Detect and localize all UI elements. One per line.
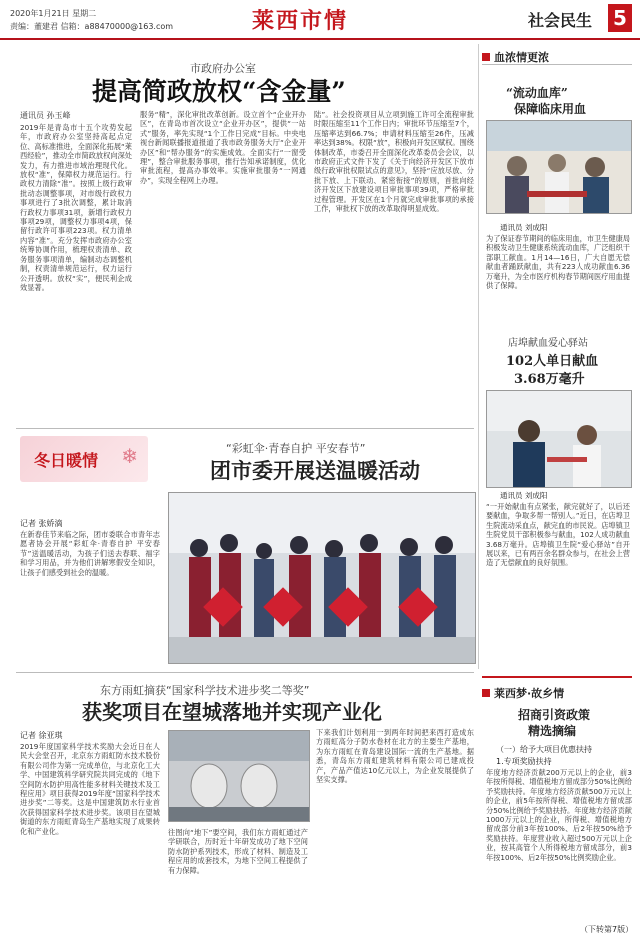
policy-top-divider xyxy=(482,676,632,678)
award-title: 获奖项目在望城落地并实现产业化 xyxy=(82,700,382,724)
blood-photo-2 xyxy=(486,390,632,488)
section-title: 社会民生 xyxy=(528,11,593,30)
blood-column-label: 血浓情更浓 xyxy=(494,51,549,64)
policy-continued: （下转第7版） xyxy=(580,925,634,934)
policy-title2: 精选摘编 xyxy=(528,724,577,738)
award-col2: 往图向“地下”要空间，我们东方雨虹通过产学研联合，历时近十年研发成功了地下空间防水防护系列技术，形成了材料、制造及工程应用的成套技术，为地下空间工程提供了有力保障。 xyxy=(168,828,308,875)
snowflake-icon: ❄ xyxy=(121,444,138,468)
article-1-title: 提高简政放权“含金量” xyxy=(92,77,346,106)
policy-body: 年度地方经济贡献200万元以上的企业，前3年按所得税、增值税地方留成部分50%比例给予奖励扶持。年度地方经济贡献500万元以上的企业，前5年按所得税、增值税地方留成部分50%比例给予奖励扶持。年度地方经济贡献1000万元以上的企业，所得税、增值税地方留成部分前3年按100%、后2年按50%给予奖励扶持。年度营业收入超过500万元以上企业，按其高管个人所得税地方留成部分，前3年按100%、后2年按50%比例奖励企业。 xyxy=(486,768,632,862)
winter-byline: 记者 张娇滴 xyxy=(20,519,63,528)
section-divider-2 xyxy=(16,672,474,673)
masthead xyxy=(0,0,640,38)
article-1-byline: 通讯员 孙玉峰 xyxy=(20,111,71,120)
article-1-kicker: 市政府办公室 xyxy=(190,62,256,75)
page-number: 5 xyxy=(608,4,632,32)
square-icon xyxy=(482,53,490,61)
divider xyxy=(482,64,632,65)
award-photo xyxy=(168,730,310,822)
article-1-col2: 服务“精”，深化审批改革创新。设立首个“企业开办区”，在青岛市首次设立“企业开办区”，提供“一站式”服务，率先实现“1个工作日完成”目标。中央电视台新闻联播报道报道了我市政务服务大厅“企业开办区”和“帮办服务”的实施成效。全面实行“一窗受理”，整合审批服务事项，推行告知承诺制度，优化审批流程，提高办事效率。实施审批服务“一网通办”，实现全程网上办理。 xyxy=(140,110,306,185)
column-divider xyxy=(478,44,479,669)
policy-sub2: 1.专项奖励扶持 xyxy=(496,757,552,766)
award-kicker: 东方雨虹摘获“国家科学技术进步奖二等奖” xyxy=(100,684,310,697)
blood-byline-2: 通讯员 刘成阳 xyxy=(500,491,548,500)
winter-kicker: “彩虹伞·青春自护 平安春节” xyxy=(226,442,366,455)
group-photo-icon xyxy=(169,493,475,663)
article-1-col1: 2019年是青岛市十五个攻势发起年，市政府办公室坚持高起点定位、高标准推进，全面深化拓展“莱西经验”，推动全市简政放权向深处发力，有力推进市域治理现代化。放权“准”，保障权力规范运行。行政权力清除“准”。按照上级行政审批动态调整事项，对市级行政权力事项进行了3批次调整，累计取消行政权力事项31项，新增行政权力事项29项，调整权力事项4项，保留行政许可事项223项。权力清单内容“准”。充分发挥市政府办公室统筹协调作用，梳理权责清单、政务服务事项清单，编制动态调整机制，权责清单规范运行，权力运行公开透明。放权“实”，便民利企成效显著。 xyxy=(20,123,132,292)
award-col3: 下来我们计划利用一到两年时间把来西打造成东方雨虹高分子防水卷材在北方的主要生产基地，为东方雨虹在青岛建设国际一流的生产基地。据悉，青岛东方雨虹建筑材料有限公司已建成投产，产品产值达10亿元以上，为企业发展提供了坚实支撑。 xyxy=(316,728,474,785)
award-col1: 2019年度国家科学技术奖励大会近日在人民大会堂召开，北京东方雨虹防水技术股份有限公司作为第一完成单位，与北京化工大学、中国建筑科学研究院共同完成的《地下空间防水防护用高性能多材料关键技术及工程应用》项目获得2019年度“国家科学技术进步奖”二等奖。这是中国建筑防水行业首次获得国家科学技术进步奖。该项目在望城街道的东方雨虹青岛生产基地实现了成果转化和产业化。 xyxy=(20,742,160,836)
blood-title2: 保障临床用血 xyxy=(514,102,587,116)
blood-title4: 102人单日献血 xyxy=(506,354,599,369)
blood-title5: 3.68万毫升 xyxy=(514,372,585,387)
policy-column-header xyxy=(482,682,632,698)
blood-body: 为了保证春节期间的临床用血，市卫生健康局积极发动卫生健康系统流动血库，广泛组织干部职工献血。1月14—16日，广大自愿无偿献血者踊跃献血，共有223人成功献血6.36万毫升，为全市医疗机构春节期间医疗用血提供了保障。 xyxy=(486,234,630,291)
blood-title1: “流动血库” xyxy=(506,86,568,100)
blood-title3: 店埠献血爱心驿站 xyxy=(508,338,588,349)
winter-badge-label: 冬日暖情 xyxy=(34,451,99,470)
masthead-editors: 责编：董建君 信箱：a88470000@163.com xyxy=(10,22,174,31)
masthead-rule xyxy=(0,38,640,40)
blood-byline: 通讯员 刘成阳 xyxy=(500,223,548,232)
policy-column-label: 莱西梦·故乡情 xyxy=(494,687,565,700)
masthead-logo: 莱西市情 xyxy=(252,8,349,34)
winter-badge xyxy=(20,436,148,482)
factory-photo-icon xyxy=(169,731,309,821)
winter-body: 在新春佳节来临之际，团市委联合市青年志愿者协会开展“彩虹伞·青春自护 平安春节”送温暖活动，为孩子们送去春联、福字和学习用品，并为他们讲解寒假安全知识，让孩子们感受到社会的温暖。 xyxy=(20,530,160,577)
blood-body-2: “一开始献血有点紧张，献完就好了，以后还要献血，争取多帮一帮别人。”近日，在店埠卫生院流动采血点，献完血的市民说。店埠镇卫生院党员干部积极参与献血，102人成功献血3.68万毫升。店埠镇卫生院“爱心驿站”自开展以来，已有两百余名群众参与，在社会上营造了无偿献血的良好氛围。 xyxy=(486,502,630,568)
section-divider-1 xyxy=(16,428,474,429)
blood-donation-photo-icon xyxy=(487,121,631,213)
blood-photo xyxy=(486,120,632,214)
article-1-col3: 陆”。社会投资项目从立项到施工许可全流程审批时限压缩至11个工作日内；审批环节压缩至7个，压缩率达到66.7%；申请材料压缩至26件，压减率达到38%。权限“放”，积极向开发区赋权。围绕体制改革，市委召开全面深化改革委员会会议，以市政府正式文件下发了《关于向经济开发区下放市级行政审批权限试点的意见》，坚持“应放尽放、分批下放、上下联动、紧密衔接”的原则，首批向经济开发区下放建设项目审批事项39项，严格审批过程管理。开发区在1个月就完成审批事项的承接工作，审批权下放的改革取得明显成效。 xyxy=(314,110,474,214)
winter-title: 团市委开展送温暖活动 xyxy=(210,458,420,483)
donor-photo-icon xyxy=(487,391,631,487)
policy-sub: （一）给予大项目优惠扶持 xyxy=(496,745,592,754)
policy-title1: 招商引资政策 xyxy=(518,708,591,722)
masthead-date: 2020年1月21日 星期二 xyxy=(10,9,97,18)
blood-column-header xyxy=(482,46,632,66)
winter-photo xyxy=(168,492,476,664)
award-byline: 记者 徐亚琪 xyxy=(20,731,63,740)
square-icon xyxy=(482,689,490,697)
